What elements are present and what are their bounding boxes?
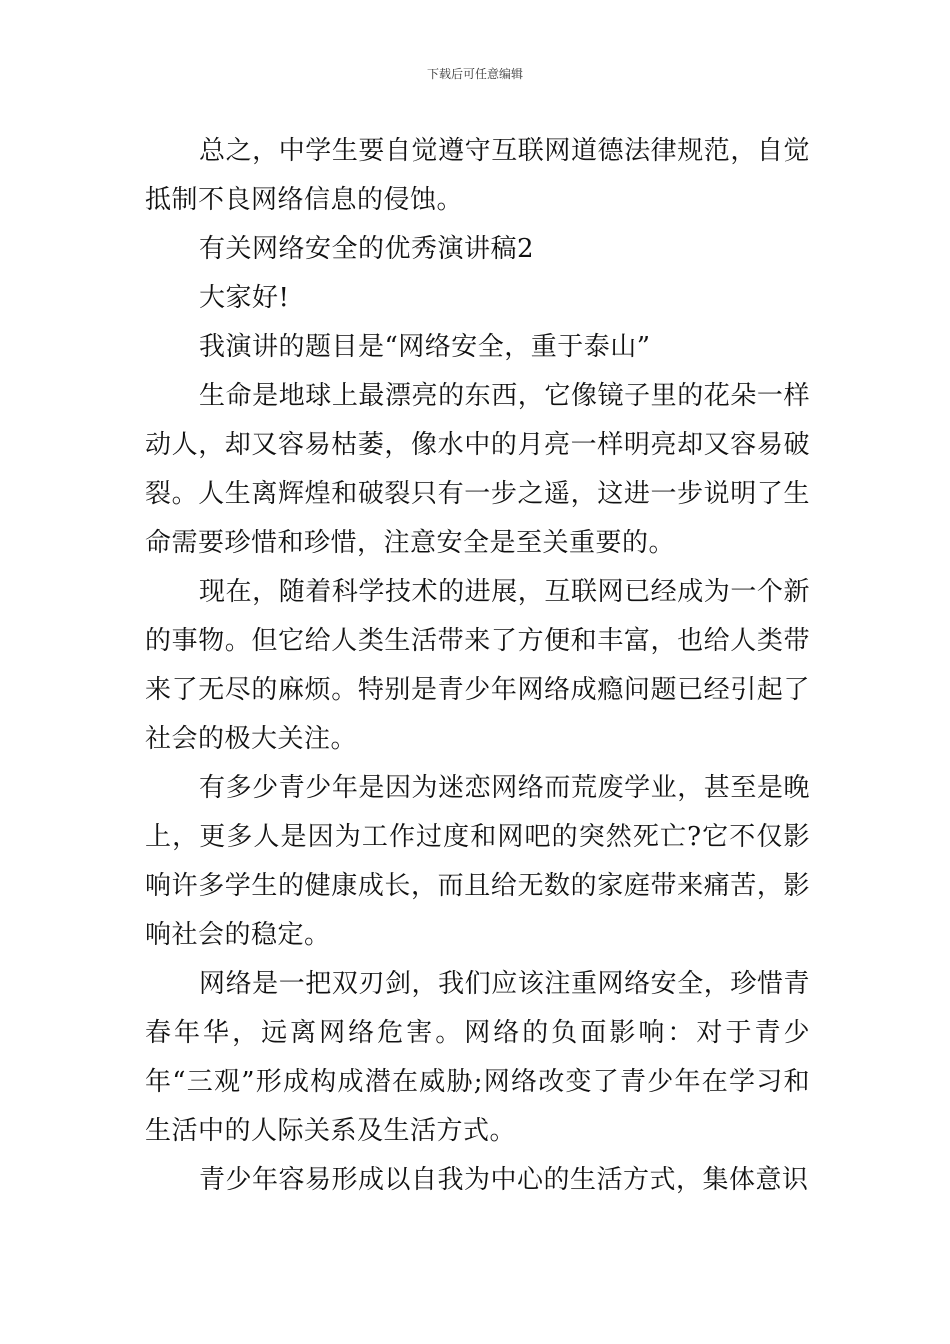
paragraph-internet: 现在，随着科学技术的进展，互联网已经成为一个新的事物。但它给人类生活带来了方便和丰富，也给人类带来了无尽的麻烦。特别是青少年网络成瘾问题已经引起了社会的极大关注。 <box>145 577 810 754</box>
document-body <box>145 127 810 1205</box>
paragraph-addiction: 有多少青少年是因为迷恋网络而荒废学业，甚至是晚上，更多人是因为工作过度和网吧的突然死亡?它不仅影响许多学生的健康成长，而且给无数的家庭带来痛苦，影响社会的稳定。 <box>145 773 810 950</box>
greeting: 大家好! <box>199 283 290 313</box>
paragraph-self-centered: 青少年容易形成以自我为中心的生活方式，集体意识 <box>199 1165 809 1195</box>
paragraph-double-edged: 网络是一把双刃剑，我们应该注重网络安全，珍惜青春年华，远离网络危害。网络的负面影响：对于青少年“三观”形成构成潜在威胁;网络改变了青少年在学习和生活中的人际关系及生活方式。 <box>145 969 810 1146</box>
section-title: 有关网络安全的优秀演讲稿2 <box>199 234 535 264</box>
speech-topic: 我演讲的题目是“网络安全，重于泰山” <box>199 332 651 362</box>
page-header: 下载后可任意编辑 <box>426 67 523 81</box>
paragraph-life: 生命是地球上最漂亮的东西，它像镜子里的花朵一样动人，却又容易枯萎，像水中的月亮一样明亮却又容易破裂。人生离辉煌和破裂只有一步之遥，这进一步说明了生命需要珍惜和珍惜，注意安全是至关重要的。 <box>145 381 810 558</box>
paragraph-conclusion: 总之，中学生要自觉遵守互联网道德法律规范，自觉抵制不良网络信息的侵蚀。 <box>145 136 810 215</box>
